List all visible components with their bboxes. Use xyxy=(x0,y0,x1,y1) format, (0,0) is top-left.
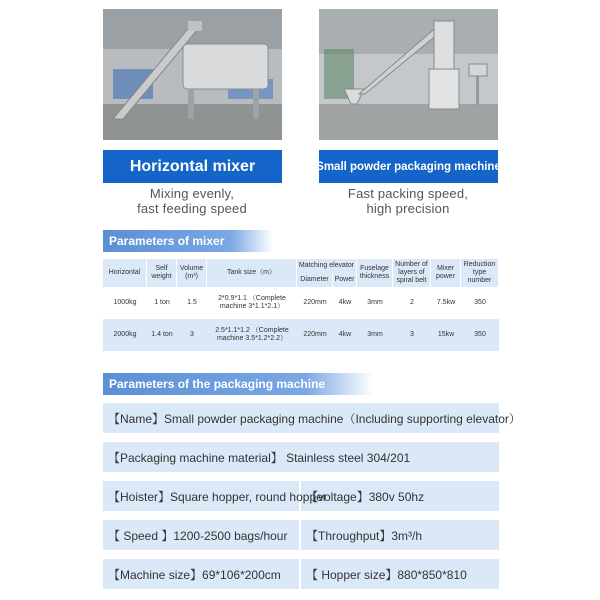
param-row-material xyxy=(103,442,499,472)
cell-reduction: 350 xyxy=(461,319,499,351)
header-tank-size: Tank size（m） xyxy=(207,259,297,287)
cell-layers: 2 xyxy=(393,287,431,319)
subtitle-line: fast feeding speed xyxy=(137,201,247,216)
cell-layers: 3 xyxy=(393,319,431,351)
cell-self-weight: 1.4 ton xyxy=(147,319,177,351)
param-row-speed-throughput xyxy=(103,520,499,550)
header-diameter: Diameter xyxy=(297,273,333,287)
header-fuselage-thickness: Fuselage thickness xyxy=(357,259,393,287)
cell-volume: 3 xyxy=(177,319,207,351)
powder-packaging-machine-photo xyxy=(319,9,498,140)
horizontal-mixer-title-text: Horizontal mixer xyxy=(129,157,256,175)
cell-fuselage-thickness: 3mm xyxy=(357,287,393,319)
cell-reduction: 350 xyxy=(461,287,499,319)
horizontal-mixer-subtitle xyxy=(92,186,292,216)
cell-horizontal: 2000kg xyxy=(103,319,147,351)
header-layers: Number of layers of spiral belt xyxy=(393,259,431,287)
header-mixer-power: Mixer power xyxy=(431,259,461,287)
cell-diameter: 220mm xyxy=(297,287,333,319)
horizontal-mixer-title xyxy=(103,150,282,183)
param-voltage: 【voltage】380v 50hz xyxy=(306,489,425,504)
subtitle-line: Mixing evenly, xyxy=(149,186,235,201)
param-hoister: 【Hoister】Square hopper, round hopper xyxy=(103,481,301,511)
header-volume: Volume (m³) xyxy=(177,259,207,287)
table-row xyxy=(103,319,499,351)
header-matching-elevator: Matching elevator xyxy=(297,259,357,273)
cell-self-weight: 1 ton xyxy=(147,287,177,319)
param-throughput: 【Throughput】3m³/h xyxy=(306,528,423,543)
mixer-parameters-heading xyxy=(103,230,273,252)
header-power: Power xyxy=(333,273,357,287)
horizontal-mixer-photo xyxy=(103,9,282,140)
cell-horizontal: 1000kg xyxy=(103,287,147,319)
cell-power: 4kw xyxy=(333,287,357,319)
cell-mixer-power: 15kw xyxy=(431,319,461,351)
packaging-machine-title xyxy=(316,150,501,183)
param-machine-size: 【Machine size】69*106*200cm xyxy=(103,559,301,589)
packaging-parameters-heading-text: Parameters of the packaging machine xyxy=(109,377,326,391)
cell-tank-size: 2*0.9*1.1 （Complete machine 3*1.1*2.1） xyxy=(207,287,297,319)
table-row xyxy=(103,287,499,319)
cell-fuselage-thickness: 3mm xyxy=(357,319,393,351)
header-reduction: Reduction type number xyxy=(461,259,499,287)
cell-diameter: 220mm xyxy=(297,319,333,351)
param-row-name xyxy=(103,403,521,433)
cell-mixer-power: 7.5kw xyxy=(431,287,461,319)
param-row-sizes xyxy=(103,559,499,589)
cell-power: 4kw xyxy=(333,319,357,351)
param-speed: 【 Speed 】1200-2500 bags/hour xyxy=(103,520,301,550)
subtitle-line: high precision xyxy=(366,201,450,216)
subtitle-line: Fast packing speed, xyxy=(347,186,469,201)
param-material: 【Packaging machine material】 Stainless steel 304/201 xyxy=(108,450,411,465)
mixer-parameters-heading-text: Parameters of mixer xyxy=(109,234,225,248)
header-horizontal: Horizontal xyxy=(103,259,147,287)
cell-volume: 1.5 xyxy=(177,287,207,319)
param-name: 【Name】Small powder packaging machine（Including supporting elevator） xyxy=(108,411,521,426)
mixer-parameters-table xyxy=(103,259,499,351)
header-self-weight: Self weight xyxy=(147,259,177,287)
packaging-parameters-heading xyxy=(103,373,373,395)
param-row-hoister-voltage xyxy=(103,481,499,511)
cell-tank-size: 2.5*1.1*1.2 （Complete machine 3.5*1.2*2.2） xyxy=(207,319,297,351)
packaging-machine-title-text: Small powder packaging machine xyxy=(316,160,501,173)
param-hopper-size: 【 Hopper size】880*850*810 xyxy=(306,567,467,582)
packaging-machine-subtitle xyxy=(308,186,508,216)
